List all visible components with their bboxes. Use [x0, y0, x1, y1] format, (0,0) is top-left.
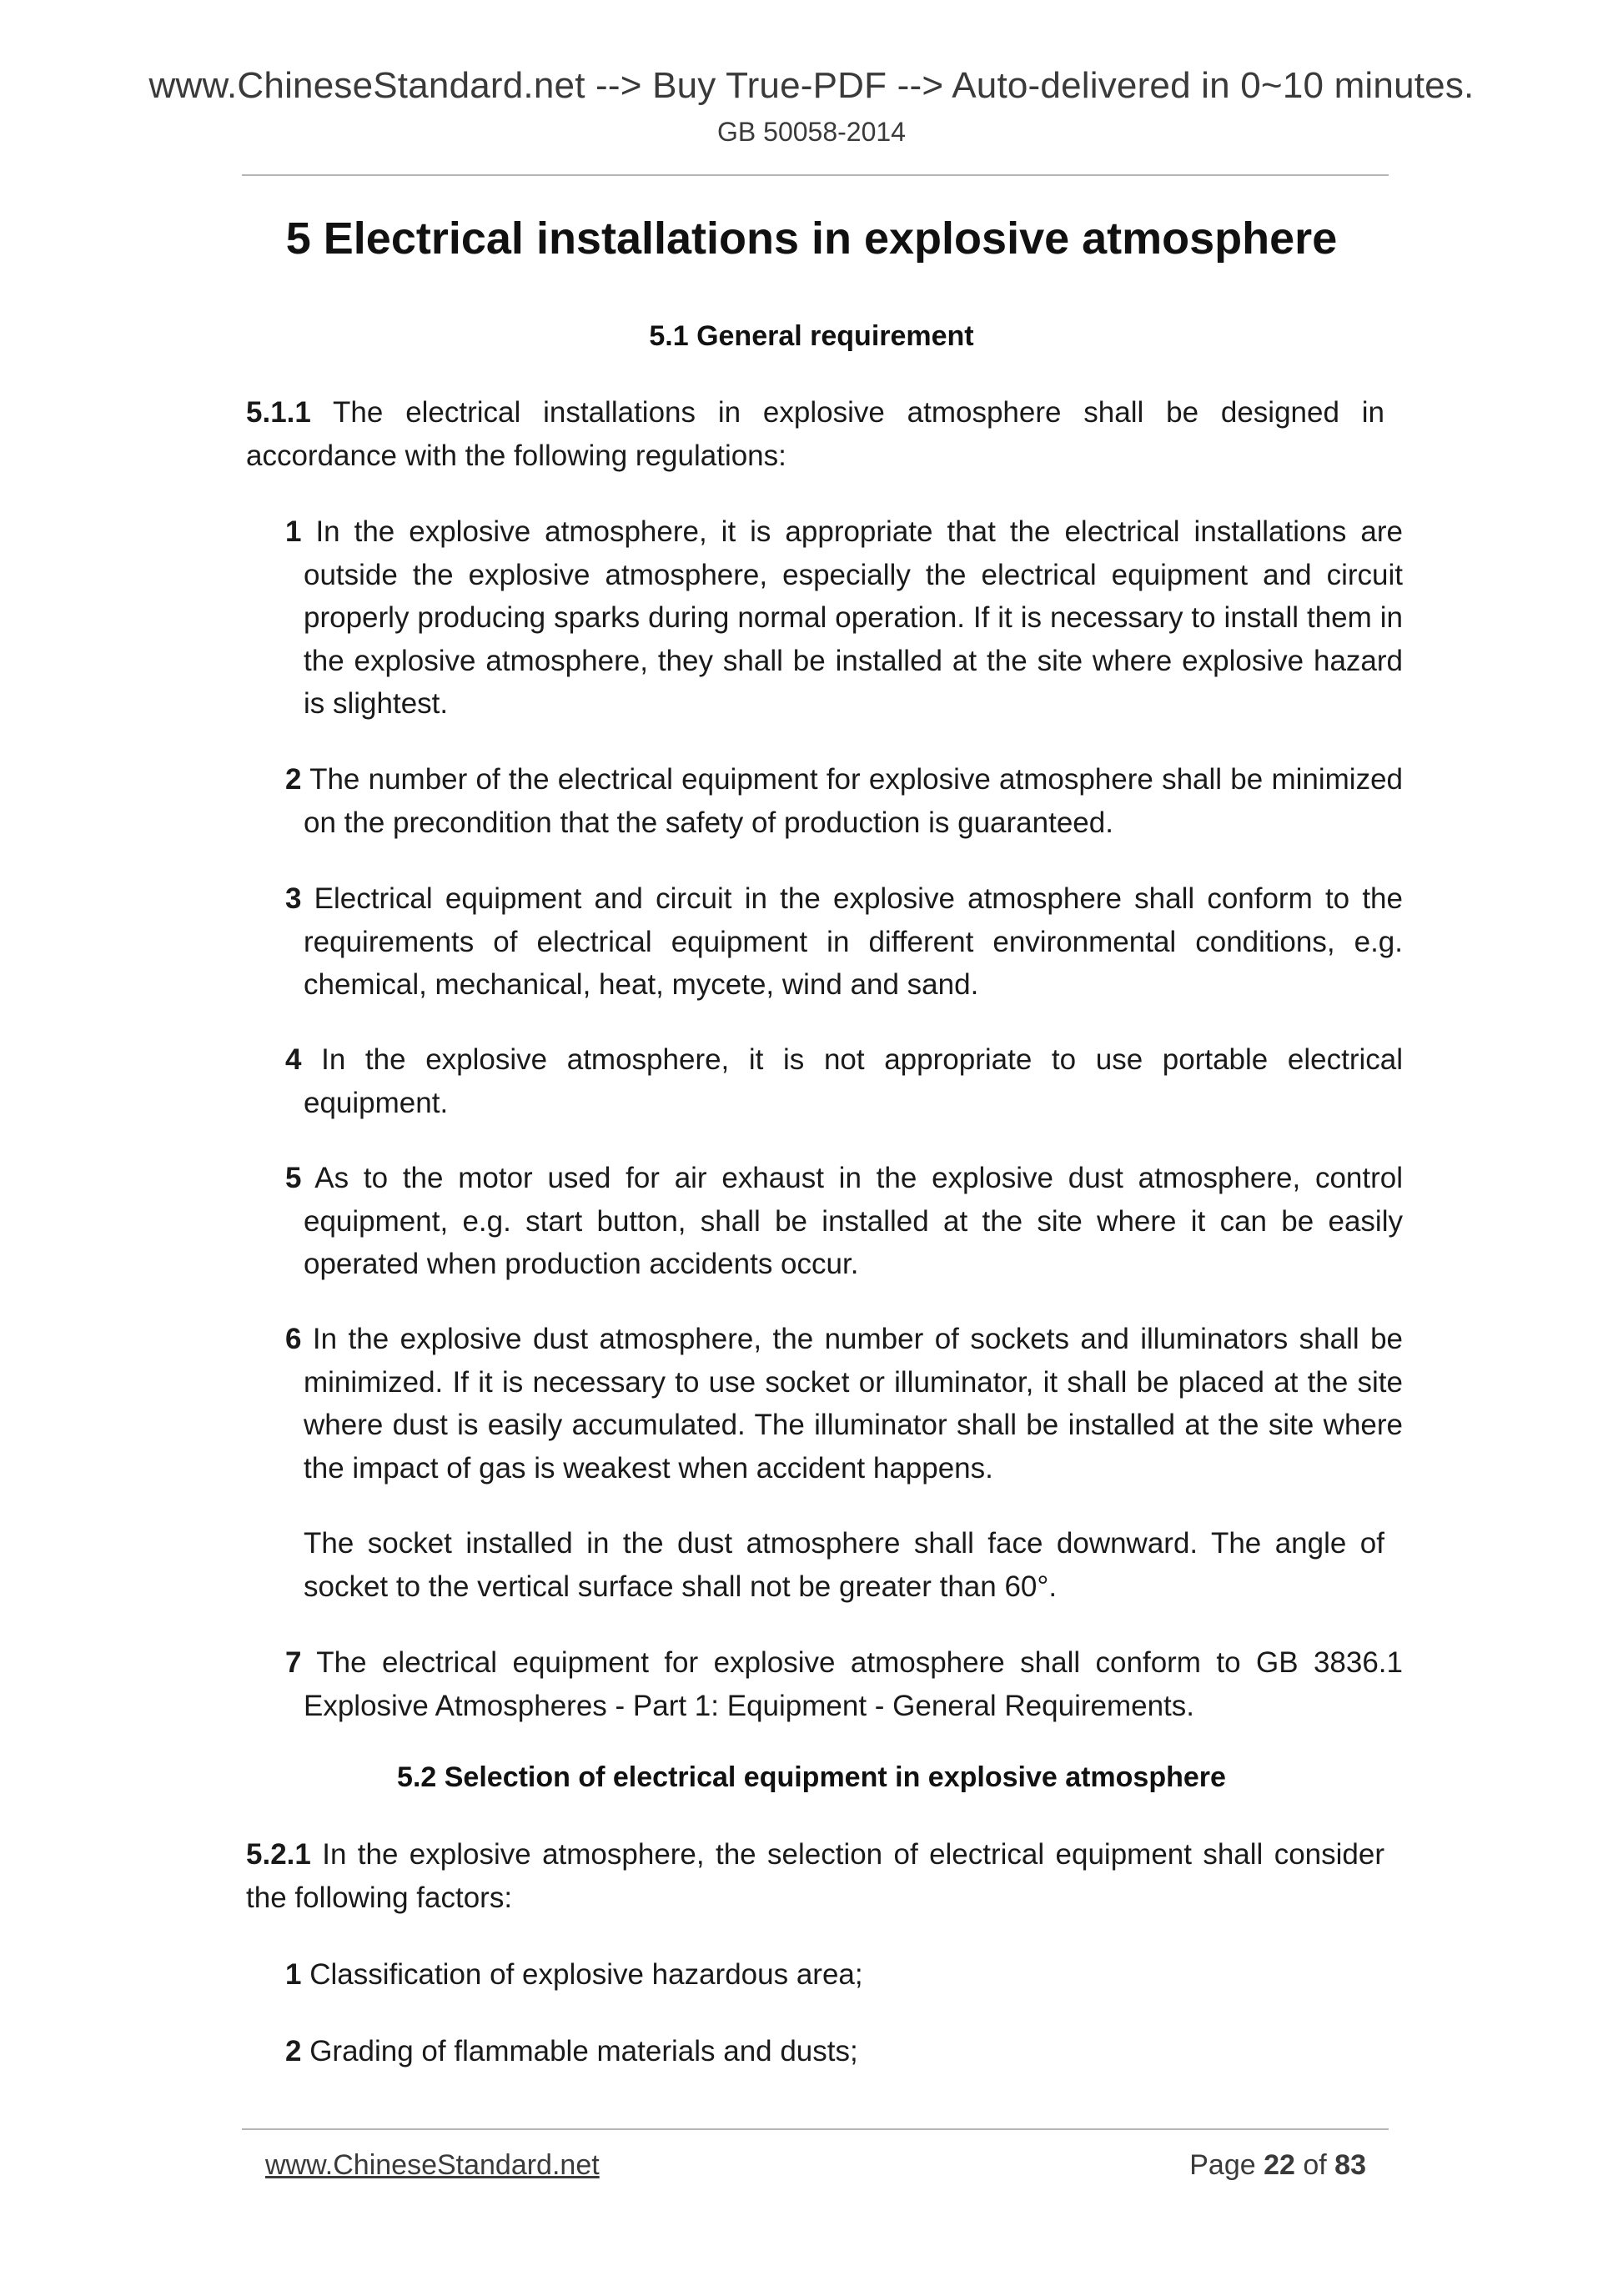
item-text: In the explosive atmosphere, it is not appropriate to use portable electrical equipment.	[301, 1043, 1403, 1119]
footer-site-link[interactable]: www.ChineseStandard.net	[265, 2149, 600, 2181]
item-number: 1	[285, 1958, 302, 1991]
item-number: 4	[285, 1043, 302, 1076]
item-number: 1	[285, 515, 302, 548]
item-number: 5	[285, 1162, 302, 1194]
item-text: The number of the electrical equipment for explosive atmosphere shall be minimized on the precondition that the safety of production is guaranteed.	[301, 763, 1403, 839]
header-divider	[242, 174, 1389, 176]
list-item	[285, 2030, 1403, 2073]
item-number: 2	[285, 763, 302, 796]
clause-number: 5.2.1	[246, 1838, 311, 1871]
section-title-5-2: 5.2 Selection of electrical equipment in explosive atmosphere	[397, 1761, 1226, 1793]
clause-text: In the explosive atmosphere, the selection of electrical equipment shall consider the following factors:	[246, 1838, 1384, 1914]
item-text: In the explosive atmosphere, it is appropriate that the electrical installations are outside the explosive atmosphere, especially the electrical equipment and circuit properly producing sparks during normal operation. If it is necessary to install them in the explosive atmosphere, they shall be installed at the site where explosive hazard is slightest.	[301, 515, 1403, 720]
item-6-note: The socket installed in the dust atmosphere shall face downward. The angle of socket to the vertical surface shall not be greater than 60°.	[304, 1527, 1384, 1603]
item-text: The electrical equipment for explosive atmosphere shall conform to GB 3836.1 Explosive Atmospheres - Part 1: Equipment - General Requirements.	[301, 1646, 1403, 1722]
list-item	[285, 877, 1403, 1007]
header-banner: www.ChineseStandard.net --> Buy True-PDF --> Auto-delivered in 0~10 minutes.	[148, 65, 1475, 106]
page-number	[1189, 2149, 1366, 2182]
clause-5-2-1	[246, 1833, 1384, 1919]
item-number: 2	[285, 2035, 302, 2067]
list-item	[285, 510, 1403, 726]
clause-5-1-1	[246, 391, 1384, 477]
item-number: 7	[285, 1646, 302, 1679]
list-item	[285, 1157, 1403, 1286]
clause-number: 5.1.1	[246, 396, 311, 429]
item-text: In the explosive dust atmosphere, the number of sockets and illuminators shall be minimized. If it is necessary to use socket or illuminator, it shall be placed at the site where dust is easily accumulated. The illuminator shall be installed at the site where the impact of gas is weakest when accident happens.	[301, 1323, 1403, 1485]
item-text: Grading of flammable materials and dusts;	[301, 2035, 858, 2067]
item-number: 3	[285, 882, 302, 915]
item-text: As to the motor used for air exhaust in the explosive dust atmosphere, control equipment, e.g. start button, shall be installed at the site where it can be easily operated when production accidents occur.	[301, 1162, 1403, 1280]
page-total: 83	[1334, 2149, 1366, 2181]
standard-code: GB 50058-2014	[717, 117, 906, 147]
section-title-5-1: 5.1 General requirement	[649, 320, 974, 352]
list-item	[285, 758, 1403, 844]
list-item	[285, 1318, 1403, 1490]
page-of: of	[1294, 2149, 1335, 2181]
page-current: 22	[1264, 2149, 1295, 2181]
clause-text: The electrical installations in explosive atmosphere shall be designed in accordance with the following regulations:	[246, 396, 1384, 472]
item-number: 6	[285, 1323, 302, 1355]
list-item	[285, 1953, 1403, 1997]
list-item	[285, 1038, 1403, 1124]
item-text: Electrical equipment and circuit in the explosive atmosphere shall conform to the requirements of electrical equipment in different environmental conditions, e.g. chemical, mechanical, heat, mycete, wind and sand.	[301, 882, 1403, 1001]
list-item	[285, 1641, 1403, 1727]
page-prefix: Page	[1189, 2149, 1264, 2181]
item-text: Classification of explosive hazardous area;	[301, 1958, 863, 1991]
chapter-title: 5 Electrical installations in explosive atmosphere	[285, 214, 1338, 264]
footer-divider	[242, 2128, 1389, 2130]
